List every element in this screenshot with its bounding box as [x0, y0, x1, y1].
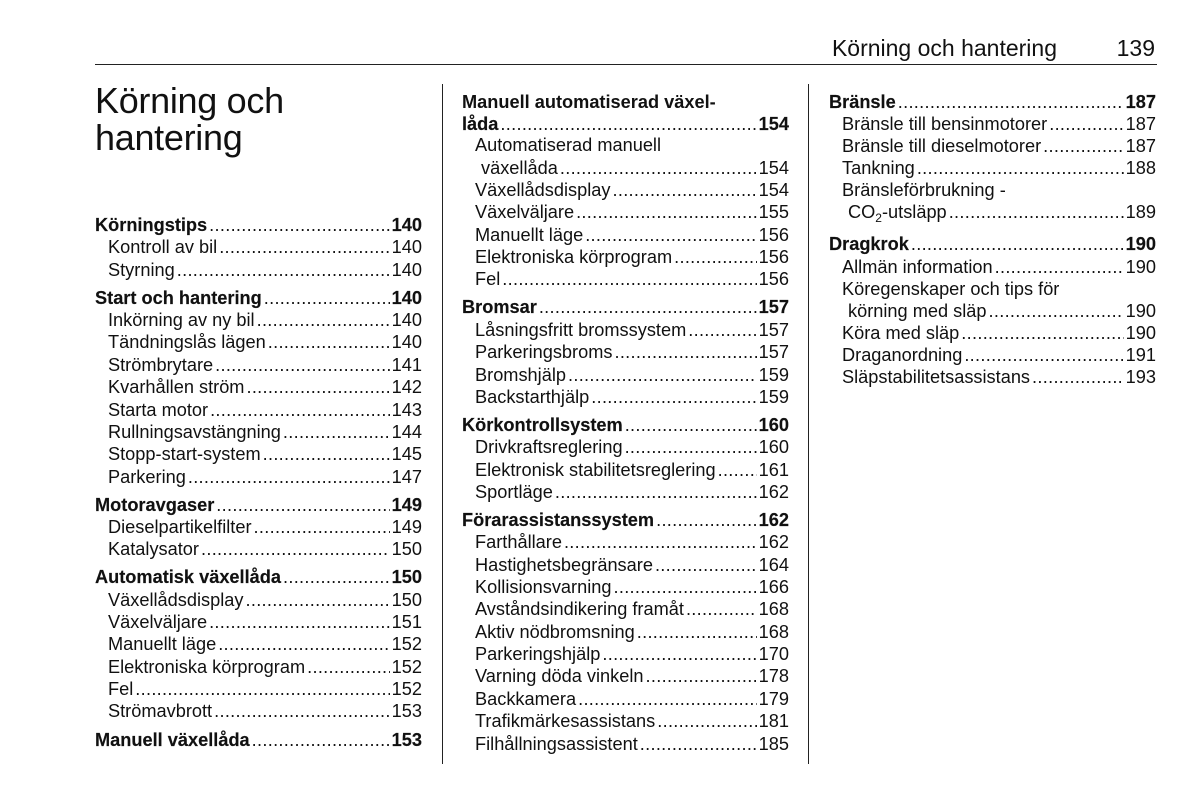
toc-item[interactable] [842, 113, 1156, 135]
toc-page: 150 [391, 589, 422, 610]
toc-heading[interactable] [462, 509, 789, 531]
dot-leader [219, 236, 389, 258]
toc-label: Fel [475, 269, 501, 290]
toc-label: Katalysator [108, 539, 199, 560]
toc-page: 152 [391, 679, 422, 700]
toc-item[interactable] [842, 344, 1156, 366]
toc-item[interactable] [475, 364, 789, 386]
toc-page: 181 [758, 711, 789, 732]
toc-label: Manuell växellåda [95, 729, 250, 750]
toc-page: 187 [1125, 114, 1156, 134]
dot-leader [555, 481, 757, 503]
toc-item[interactable] [842, 322, 1156, 344]
dot-leader [989, 300, 1124, 322]
toc-item[interactable] [475, 643, 789, 665]
toc-item[interactable] [475, 531, 789, 553]
dot-leader [949, 201, 1124, 223]
toc-page: 144 [391, 421, 422, 442]
dot-leader [585, 224, 756, 246]
toc-page: 190 [1125, 301, 1156, 321]
toc-page: 164 [758, 554, 789, 575]
toc-page: 166 [758, 577, 789, 598]
toc-item[interactable] [475, 341, 789, 363]
toc-item[interactable] [108, 354, 422, 376]
toc-item[interactable] [475, 554, 789, 576]
toc-label: Släpstabilitetsassistans [842, 367, 1031, 388]
dot-leader [560, 157, 757, 179]
dot-leader [500, 113, 756, 135]
toc-item[interactable] [842, 157, 1156, 179]
toc-page: 160 [758, 414, 789, 435]
dot-leader [177, 259, 390, 281]
toc-page: 185 [758, 733, 789, 754]
toc-label: Filhållningsassistent [475, 733, 638, 754]
toc-heading[interactable] [95, 729, 422, 751]
toc-page: 140 [391, 215, 422, 235]
toc-page: 191 [1125, 345, 1156, 366]
toc-item-line: Bränsleförbrukning - [842, 180, 1006, 200]
toc-label: Start och hantering [95, 287, 262, 308]
toc-item[interactable] [108, 538, 422, 560]
toc-label: Köra med släp [842, 323, 960, 343]
toc-label: Strömavbrott [108, 701, 213, 722]
toc-label: Manuellt läge [475, 224, 584, 245]
dot-leader [964, 344, 1123, 366]
toc-item-line: Automatiserad manuell [475, 135, 662, 155]
toc-page: 157 [758, 297, 789, 318]
toc-label: Backkamera [475, 688, 577, 709]
dot-leader [602, 643, 756, 665]
toc-item[interactable] [842, 366, 1156, 388]
toc-page: 150 [391, 539, 422, 560]
toc-label: Automatisk växellåda [95, 567, 281, 588]
chapter-title [95, 82, 425, 156]
toc-item[interactable] [848, 201, 1156, 223]
toc-label: Växelväljare [108, 612, 208, 633]
page-header [95, 34, 1157, 65]
toc-heading[interactable] [95, 494, 422, 516]
toc-page: 190 [1125, 234, 1156, 254]
dot-leader [917, 157, 1124, 179]
toc-item[interactable] [475, 179, 789, 201]
toc-page: 168 [758, 599, 789, 620]
toc-label: Allmän information [842, 257, 993, 277]
toc-item[interactable] [842, 256, 1156, 278]
toc-page: 154 [758, 180, 789, 200]
toc-label: Tändningslås lägen [108, 332, 266, 353]
dot-leader [264, 287, 390, 309]
toc-label: Parkeringshjälp [475, 644, 601, 665]
toc-page: 189 [1125, 202, 1156, 222]
toc-label: Hastighetsbegränsare [475, 554, 653, 575]
dot-leader [1043, 135, 1124, 157]
toc-page: 143 [391, 399, 422, 420]
toc-item[interactable] [475, 733, 789, 755]
toc-item[interactable] [108, 443, 422, 465]
toc-heading[interactable] [829, 233, 1156, 255]
toc-page: 190 [1125, 323, 1156, 343]
toc-item[interactable] [842, 135, 1156, 157]
toc-label: Trafikmärkesassistans [475, 711, 656, 732]
toc-heading[interactable] [462, 113, 789, 135]
dot-leader [568, 364, 757, 386]
dot-leader [188, 466, 390, 488]
toc-item[interactable] [108, 236, 422, 258]
toc-label: Förarassistanssystem [462, 510, 655, 530]
dot-leader [578, 688, 757, 710]
dot-leader [215, 354, 390, 376]
toc-label: Bränsle till dieselmotorer [842, 136, 1042, 157]
toc-item[interactable] [108, 678, 422, 700]
dot-leader [674, 246, 757, 268]
toc-item[interactable] [108, 259, 422, 281]
toc-item[interactable] [475, 201, 789, 223]
toc-page: 157 [758, 342, 789, 363]
dot-leader [246, 376, 389, 398]
toc-label: Drivkraftsreglering [475, 437, 623, 458]
dot-leader [539, 296, 757, 318]
dot-leader [307, 656, 390, 678]
toc-page: 160 [758, 437, 789, 458]
dot-leader [591, 386, 756, 408]
toc-label: Växelväljare [475, 202, 575, 223]
toc-label: Låsningsfritt bromssystem [475, 319, 687, 340]
toc-page: 152 [391, 656, 422, 677]
toc-page: 151 [391, 612, 422, 633]
toc-item-line: Köregenskaper och tips för [842, 279, 1060, 299]
toc-item[interactable] [108, 399, 422, 421]
toc-page: 140 [391, 259, 422, 280]
toc-page: 162 [758, 510, 789, 530]
toc-label: Växellådsdisplay [475, 180, 611, 200]
toc-label: Backstarthjälp [475, 386, 590, 407]
dot-leader [209, 611, 390, 633]
toc-label: Körkontrollsystem [462, 414, 623, 435]
dot-leader [135, 678, 389, 700]
toc-page: 149 [391, 494, 422, 515]
toc-page: 188 [1125, 158, 1156, 179]
dot-leader [254, 516, 390, 538]
toc-label: Parkeringsbroms [475, 342, 613, 363]
dot-leader [637, 621, 757, 643]
toc-page: 162 [758, 481, 789, 502]
toc-heading-line: Manuell automatiserad växel- [462, 92, 716, 112]
toc-item[interactable] [108, 466, 422, 488]
toc-item[interactable] [108, 309, 422, 331]
dot-leader [614, 341, 756, 363]
toc-heading[interactable] [95, 566, 422, 588]
dot-leader [209, 214, 389, 236]
dot-leader [216, 494, 389, 516]
dot-leader [657, 710, 756, 732]
toc-heading[interactable] [462, 296, 789, 318]
toc-page: 154 [758, 114, 789, 134]
running-title: Körning och hantering [831, 35, 1057, 61]
dot-leader [686, 598, 757, 620]
toc-page: 170 [758, 644, 789, 665]
toc-label: Elektronisk stabilitetsreglering [475, 459, 716, 480]
toc-item[interactable] [108, 611, 422, 633]
toc-page: 140 [391, 237, 422, 258]
dot-leader [564, 531, 757, 553]
dot-leader [576, 201, 757, 223]
toc-item[interactable] [475, 386, 789, 408]
toc-page: 156 [758, 269, 789, 290]
dot-leader [911, 233, 1124, 255]
dot-leader [656, 509, 757, 531]
toc-page: 140 [391, 310, 422, 331]
toc-page: 168 [758, 621, 789, 642]
toc-label: Avståndsindikering framåt [475, 599, 684, 620]
toc-label: Växellådsdisplay [108, 589, 244, 610]
toc-item[interactable] [475, 319, 789, 341]
toc-label: Stopp-start-system [108, 444, 261, 465]
toc-page: 162 [758, 532, 789, 553]
toc-label: $CO_2$-utsläpp [848, 202, 947, 225]
toc-item[interactable] [108, 633, 422, 655]
dot-leader [625, 436, 757, 458]
toc-label: Tankning [842, 158, 915, 179]
dot-leader [688, 319, 756, 341]
toc-item[interactable] [848, 300, 1156, 322]
dot-leader [646, 665, 757, 687]
toc-item[interactable] [108, 589, 422, 611]
dot-leader [218, 633, 389, 655]
toc-label: Strömbrytare [108, 354, 214, 375]
dot-leader [283, 421, 390, 443]
toc-item[interactable] [108, 376, 422, 398]
toc-item[interactable] [475, 598, 789, 620]
toc-page: 141 [391, 354, 422, 375]
toc-page: 179 [758, 688, 789, 709]
toc-label: Elektroniska körprogram [108, 656, 306, 677]
toc-page: 159 [758, 364, 789, 385]
dot-leader [252, 729, 390, 751]
toc-heading[interactable] [95, 214, 422, 236]
dot-leader [655, 554, 757, 576]
toc-item[interactable] [108, 700, 422, 722]
toc-item[interactable] [475, 576, 789, 598]
toc-label: Kvarhållen ström [108, 377, 245, 398]
toc-item[interactable] [475, 481, 789, 503]
toc-page: 142 [391, 377, 422, 398]
toc-item[interactable] [475, 268, 789, 290]
toc-item[interactable] [481, 157, 789, 179]
toc-heading[interactable] [462, 414, 789, 436]
toc-page: 187 [1125, 92, 1156, 112]
toc-label: Körningstips [95, 215, 208, 235]
toc-label: Manuellt läge [108, 634, 217, 655]
toc-page: 145 [391, 444, 422, 465]
toc-page: 156 [758, 247, 789, 268]
toc-heading[interactable] [95, 287, 422, 309]
dot-leader [263, 443, 390, 465]
toc-label: växellåda [481, 158, 558, 178]
dot-leader [214, 700, 390, 722]
toc-item[interactable] [475, 246, 789, 268]
toc-page: 193 [1125, 367, 1156, 388]
toc-page: 140 [391, 287, 422, 308]
toc-page: 156 [758, 224, 789, 245]
dot-leader [612, 179, 756, 201]
toc-label: Inkörning av ny bil [108, 310, 255, 331]
toc-label: Fel [108, 679, 134, 700]
column-divider-2 [808, 84, 809, 764]
toc-label: Starta motor [108, 399, 209, 420]
toc-page: 190 [1125, 257, 1156, 277]
dot-leader [640, 733, 757, 755]
toc-label: Varning döda vinkeln [475, 666, 644, 687]
dot-leader [718, 459, 757, 481]
toc-label: Sportläge [475, 481, 553, 502]
toc-item[interactable] [108, 331, 422, 353]
toc-label: Styrning [108, 259, 175, 280]
toc-label: Draganordning [842, 345, 963, 366]
toc-page: 178 [758, 666, 789, 687]
toc-page: 157 [758, 319, 789, 340]
toc-page: 153 [391, 729, 422, 750]
dot-leader [613, 576, 756, 598]
dot-leader [898, 91, 1124, 113]
chapter-title-line-2: hantering [95, 117, 243, 158]
toc-page: 147 [391, 466, 422, 487]
toc-label: Farthållare [475, 532, 562, 553]
toc-label: Dieselpartikelfilter [108, 516, 252, 537]
toc-label: Elektroniska körprogram [475, 247, 673, 268]
toc-label: Kollisionsvarning [475, 577, 612, 598]
toc-item[interactable] [475, 710, 789, 732]
dot-leader [201, 538, 390, 560]
toc-item[interactable] [475, 665, 789, 687]
toc-label: Dragkrok [829, 234, 909, 254]
toc-page: 187 [1125, 136, 1156, 157]
toc-item[interactable] [475, 621, 789, 643]
toc-item[interactable] [108, 421, 422, 443]
toc-item[interactable] [108, 656, 422, 678]
toc-heading[interactable] [829, 91, 1156, 113]
toc-label: Aktiv nödbromsning [475, 621, 635, 642]
toc-label: Bränsle [829, 92, 896, 112]
toc-item[interactable] [108, 516, 422, 538]
toc-page: 152 [391, 634, 422, 655]
dot-leader [283, 566, 390, 588]
toc-label: Rullningsavstängning [108, 421, 281, 442]
dot-leader [502, 268, 756, 290]
toc-label: Kontroll av bil [108, 237, 218, 258]
dot-leader [257, 309, 390, 331]
toc-label: Parkering [108, 466, 186, 487]
dot-leader [1049, 113, 1123, 135]
dot-leader [1032, 366, 1124, 388]
toc-label: låda [462, 114, 499, 134]
dot-leader [961, 322, 1123, 344]
toc-item[interactable] [475, 688, 789, 710]
toc-page: 150 [391, 567, 422, 588]
toc-page: 159 [758, 386, 789, 407]
toc-item[interactable] [475, 436, 789, 458]
toc-item[interactable] [475, 459, 789, 481]
toc-page: 161 [758, 459, 789, 480]
toc-page: 155 [758, 202, 789, 223]
toc-label: Bränsle till bensinmotorer [842, 114, 1048, 134]
dot-leader [268, 331, 390, 353]
toc-label: Bromshjälp [475, 364, 566, 385]
column-divider-1 [442, 84, 443, 764]
dot-leader [245, 589, 389, 611]
toc-item[interactable] [475, 224, 789, 246]
chapter-title-line-1: Körning och [95, 80, 284, 121]
page-number: 139 [1116, 35, 1155, 61]
toc-page: 154 [758, 158, 789, 178]
toc-page: 153 [391, 701, 422, 722]
dot-leader [210, 399, 390, 421]
toc-page: 140 [391, 332, 422, 353]
toc-label: Motoravgaser [95, 494, 215, 515]
dot-leader [625, 414, 757, 436]
toc-label: körning med släp [848, 301, 987, 321]
toc-page: 149 [391, 516, 422, 537]
toc-label: Bromsar [462, 297, 537, 318]
dot-leader [995, 256, 1124, 278]
